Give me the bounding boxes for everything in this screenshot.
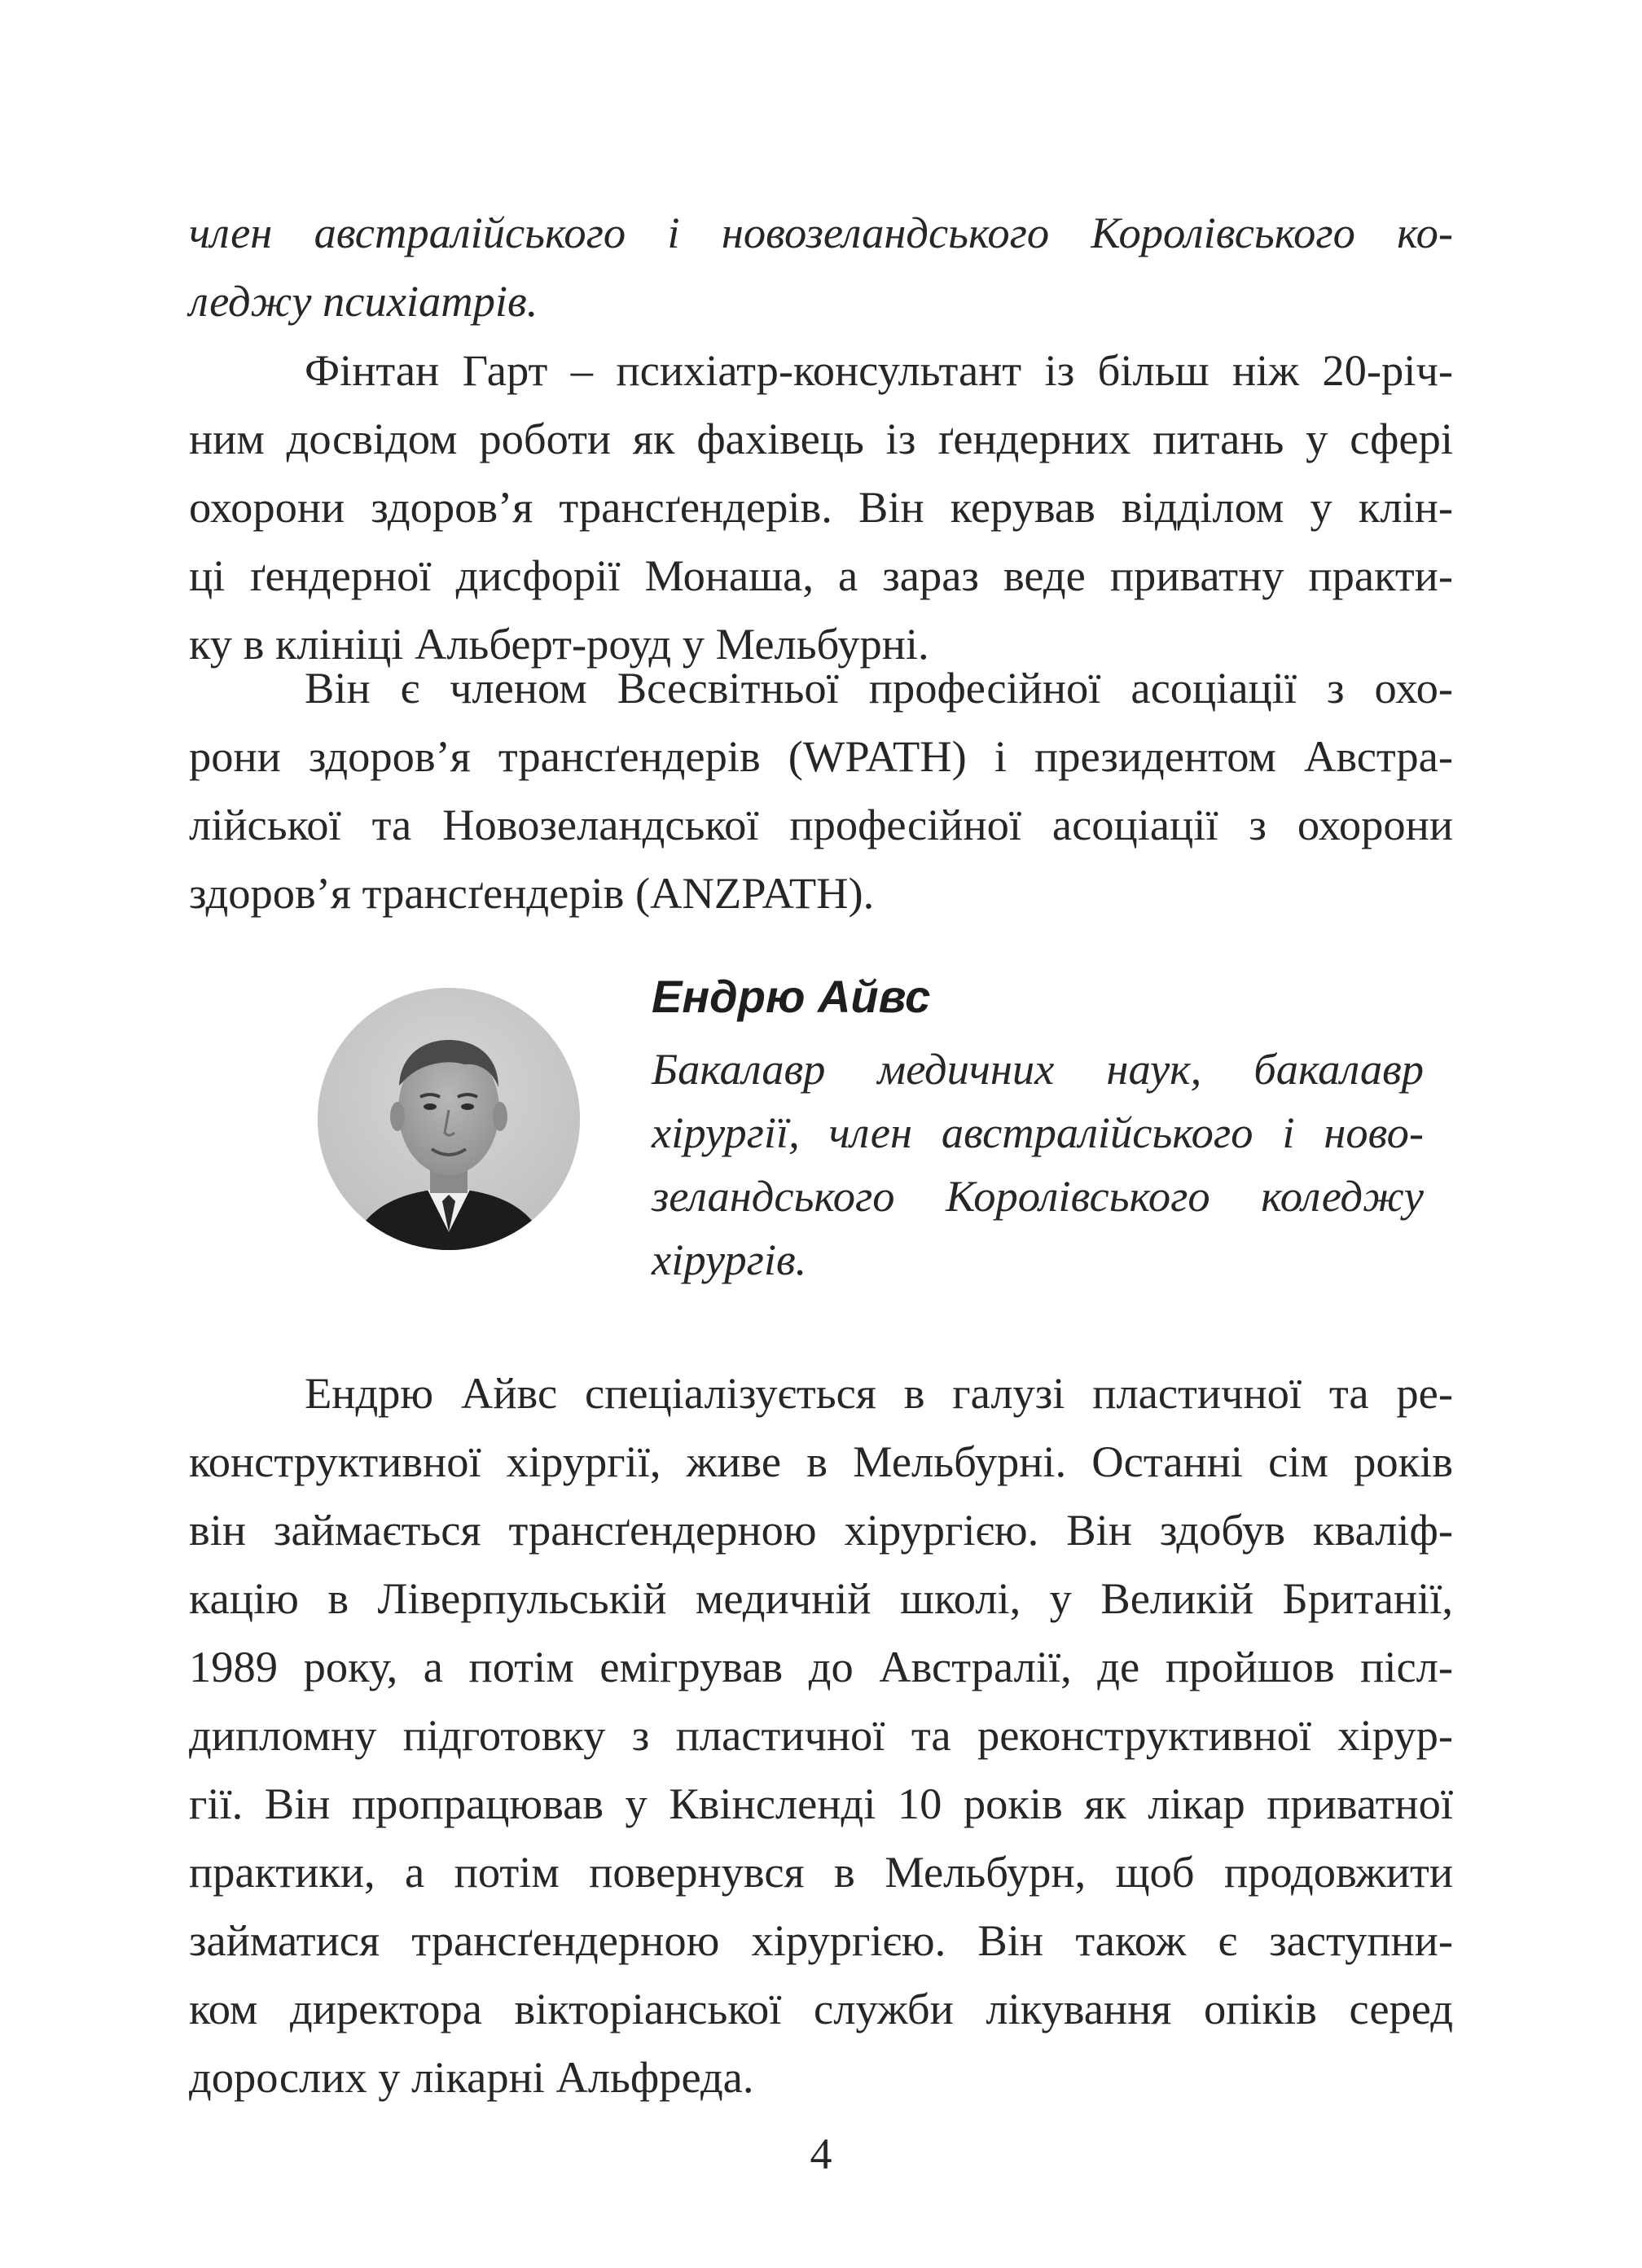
author-name: Ендрю Айвс (652, 971, 931, 1022)
text-line: член австралійського і новозеландського Королівського ко- (189, 208, 1453, 257)
text-line: хірургів. (652, 1235, 807, 1284)
text-line: він займається трансґендерною хірургією. Він здобув кваліф- (189, 1505, 1453, 1555)
text-line: гії. Він пропрацював у Квінсленді 10 років як лікар приватної (189, 1779, 1453, 1828)
text-line: леджу психіатрів. (189, 276, 538, 326)
page-number: 4 (810, 2130, 832, 2178)
text-line: Він є членом Всесвітньої професійної асоціації з охо- (305, 663, 1453, 713)
text-line: кацію в Ліверпульській медичній школі, у Великій Британії, (189, 1573, 1453, 1623)
text-line: ним досвідом роботи як фахівець із ґендерних питань у сфері (189, 414, 1453, 463)
hart-membership-paragraph (189, 654, 1453, 928)
text-line: ком директора вікторіанської служби лікування опіків серед (189, 1984, 1453, 2033)
author-photo (318, 988, 580, 1250)
text-line: зеландського Королівського коледжу (652, 1171, 1424, 1221)
text-line: Бакалавр медичних наук, бакалавр (652, 1044, 1424, 1094)
text-line: лійської та Новозеландської професійної асоціації з охорони (189, 800, 1453, 849)
text-line: конструктивної хірургії, живе в Мельбурні. Останні сім років (189, 1437, 1453, 1486)
text-line: Ендрю Айвс спеціалізується в галузі пластичної та ре- (305, 1368, 1453, 1418)
text-line: здоров’я трансґендерів (ANZPATH). (189, 868, 875, 918)
text-line: ці ґендерної дисфорії Монаша, а зараз веде приватну практи- (189, 551, 1453, 600)
text-line: хірургії, член австралійського і ново- (652, 1108, 1424, 1157)
text-line: займатися трансґендерною хірургією. Він також є заступни- (189, 1915, 1453, 1965)
text-line: ку в клініці Альберт-роуд у Мельбурні. (189, 619, 929, 669)
intro-credentials-paragraph (189, 199, 1453, 336)
text-line: Фінтан Гарт – психіатр-консультант із більш ніж 20-річ- (305, 345, 1453, 395)
text-line: рони здоров’я трансґендерів (WPATH) і президентом Австра- (189, 731, 1453, 781)
text-line: охорони здоров’я трансґендерів. Він керував відділом у клін- (189, 482, 1453, 532)
ives-bio-paragraph (189, 1359, 1453, 2112)
hart-bio-paragraph (189, 336, 1453, 678)
text-line: дипломну підготовку з пластичної та реконструктивної хірур- (189, 1710, 1453, 1760)
author-credentials (652, 1037, 1424, 1292)
text-line: практики, а потім повернувся в Мельбурн, щоб продовжити (189, 1847, 1453, 1897)
text-line: дорослих у лікарні Альфреда. (189, 2052, 754, 2102)
text-line: 1989 року, а потім емігрував до Австралії, де пройшов післ- (189, 1642, 1453, 1691)
